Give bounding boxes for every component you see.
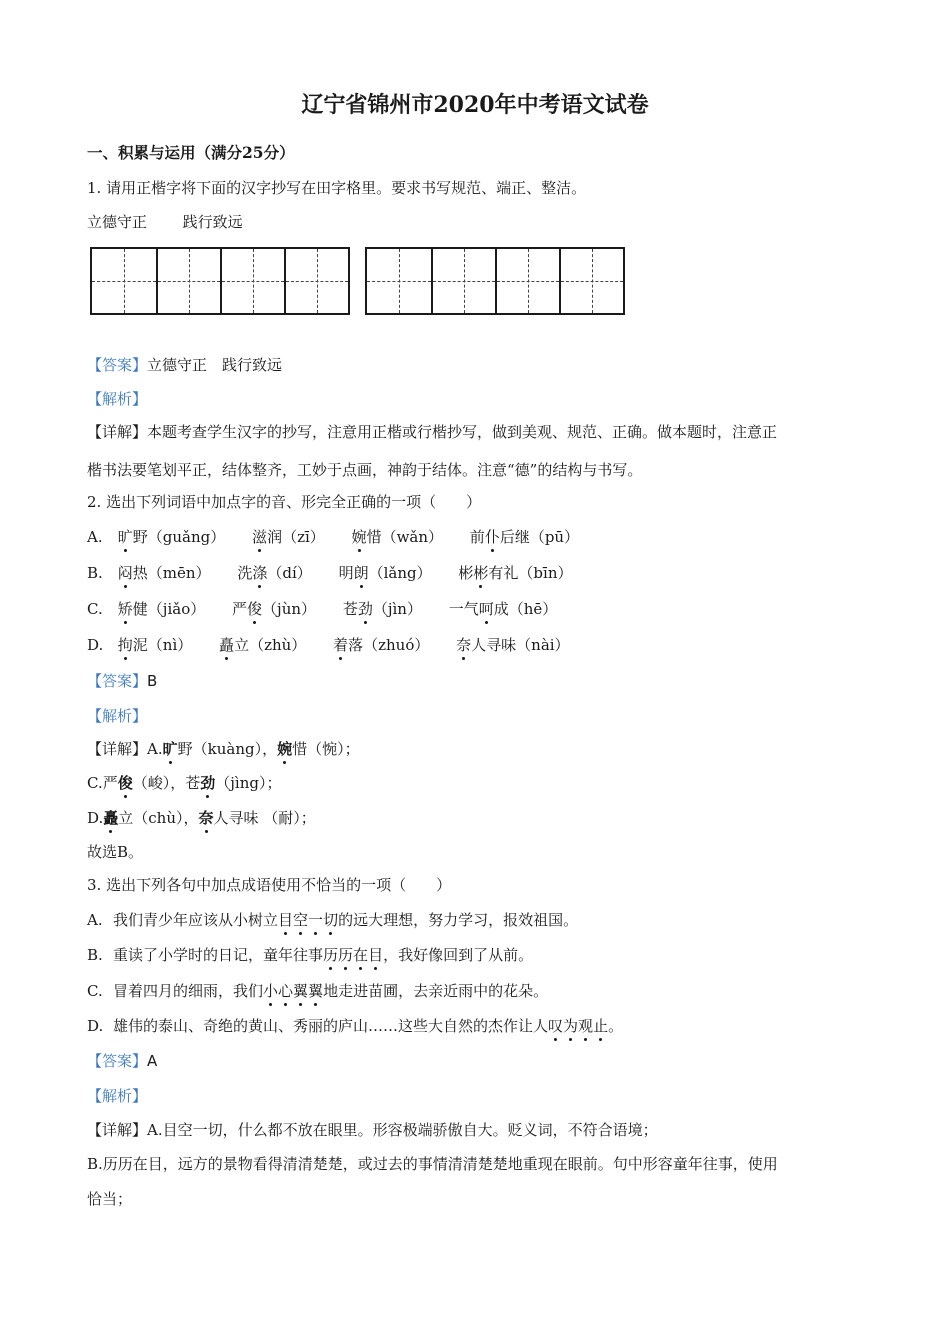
word-item: 苍劲（jìn） (342, 600, 422, 618)
question-1-prompt: 1. 请用正楷字将下面的汉字抄写在田字格里。要求书写规范、端正、整洁。 (87, 179, 587, 197)
question-3-detail-line-3: 恰当； (87, 1190, 133, 1208)
word-item: 严俊（jùn） (232, 600, 317, 618)
question-2-detail-line-3: D.矗立（chù），奈人寻味 （耐）； (87, 809, 316, 827)
phrase-2: 践行致远 (182, 213, 243, 231)
grid-cell[interactable] (367, 249, 431, 313)
question-2-option-a (87, 527, 601, 547)
word-item: 明朗（lǎng） (338, 564, 432, 582)
detail-tag: 【详解】 (87, 1121, 148, 1139)
option-label: D. (87, 636, 104, 654)
phrase-1: 立德守正 (87, 213, 148, 231)
question-1-detail-line-2: 楷书法要笔划平正，结体整齐，工妙于点画，神韵于结体。注意“德”的结构与书写。 (87, 461, 643, 479)
option-label: B. (87, 946, 103, 964)
analysis-tag: 【解析】 (87, 1087, 148, 1105)
word-item: 旷野（guǎng） (117, 528, 226, 546)
page-title: 辽宁省锦州市2020年中考语文试卷 (301, 92, 649, 118)
detail-tag: 【详解】 (87, 423, 148, 441)
question-2-option-b (87, 563, 594, 583)
answer-tag: 【答案】 (87, 1052, 148, 1070)
word-item: 彬彬有礼（bīn） (458, 564, 573, 582)
question-2-conclusion: 故选B。 (87, 843, 144, 861)
answer-text: 立德守正 践行致远 (147, 356, 283, 374)
question-3-option-a: A. 我们青少年应该从小树立目空一切的远大理想，努力学习，报效祖国。 (87, 911, 579, 929)
question-3-option-b: B. 重读了小学时的日记，童年往事历历在目，我好像回到了从前。 (87, 946, 534, 964)
word-item: 前仆后继（pū） (469, 528, 580, 546)
answer-tag: 【答案】 (87, 672, 148, 690)
question-1-phrases (87, 212, 243, 232)
grid-cell[interactable] (495, 249, 559, 313)
answer-text: B (147, 672, 158, 690)
question-1-answer (87, 355, 282, 375)
grid-cell[interactable] (92, 249, 156, 313)
question-3-detail-line-2: B.历历在目，远方的景物看得清清楚楚，或过去的事情清清楚楚地重现在眼前。句中形容童年往事，使用 (87, 1155, 778, 1173)
word-item: 一气呵成（hē） (448, 600, 558, 618)
question-1-detail-line-1 (87, 422, 777, 442)
question-2-detail-line-2: C.严俊（峻），苍劲（jìng）； (87, 774, 282, 792)
word-item: 着落（zhuó） (333, 636, 430, 654)
analysis-tag: 【解析】 (87, 707, 148, 725)
question-2-detail-line-1: 【详解】A.旷野（kuàng），婉惜（惋）； (87, 740, 360, 758)
question-3-prompt: 3. 选出下列各句中加点成语使用不恰当的一项（ ） (87, 876, 452, 894)
option-label: C. (87, 982, 103, 1000)
section-heading: 一、积累与运用（满分25分） (87, 143, 295, 162)
answer-tag: 【答案】 (87, 356, 148, 374)
word-item: 洗涤（dí） (237, 564, 312, 582)
grid-cell[interactable] (156, 249, 220, 313)
grid-cell[interactable] (559, 249, 623, 313)
question-2-option-c (87, 599, 579, 619)
question-3-option-d: D. 雄伟的泰山、奇绝的黄山、秀丽的庐山……这些大自然的杰作让人叹为观止。 (87, 1017, 624, 1035)
option-label: A. (87, 911, 103, 929)
answer-text: A (147, 1052, 158, 1070)
word-item: 拘泥（nì） (117, 636, 193, 654)
detail-tag: 【详解】 (87, 740, 148, 758)
question-3-option-c: C. 冒着四月的细雨，我们小心翼翼地走进苗圃，去亲近雨中的花朵。 (87, 982, 549, 1000)
word-item: 婉惜（wǎn） (351, 528, 444, 546)
writing-grid-1[interactable] (90, 247, 350, 315)
word-item: 矫健（jiǎo） (117, 600, 206, 618)
detail-text: 本题考查学生汉字的抄写，注意用正楷或行楷抄写，做到美观、规范、正确。做本题时，注意正 (147, 423, 778, 441)
option-label: C. (87, 600, 103, 618)
option-label: D. (87, 1017, 104, 1035)
analysis-tag: 【解析】 (87, 390, 148, 408)
word-item: 闷热（mēn） (117, 564, 211, 582)
grid-cell[interactable] (284, 249, 348, 313)
option-label: A. (87, 528, 103, 546)
grid-cell[interactable] (431, 249, 495, 313)
question-3-answer (87, 1051, 157, 1071)
word-item: 奈人寻味（nài） (456, 636, 570, 654)
word-item: 矗立（zhù） (219, 636, 307, 654)
question-2-option-d (87, 635, 592, 655)
question-3-detail-line-1: 【详解】A.目空一切，什么都不放在眼里。形容极端骄傲自大。贬义词，不符合语境； (87, 1121, 658, 1139)
word-item: 滋润（zī） (252, 528, 325, 546)
question-2-prompt: 2. 选出下列词语中加点字的音、形完全正确的一项（ ） (87, 493, 482, 511)
grid-cell[interactable] (220, 249, 284, 313)
question-2-answer (87, 671, 157, 691)
option-label: B. (87, 564, 103, 582)
writing-grid-2[interactable] (365, 247, 625, 315)
